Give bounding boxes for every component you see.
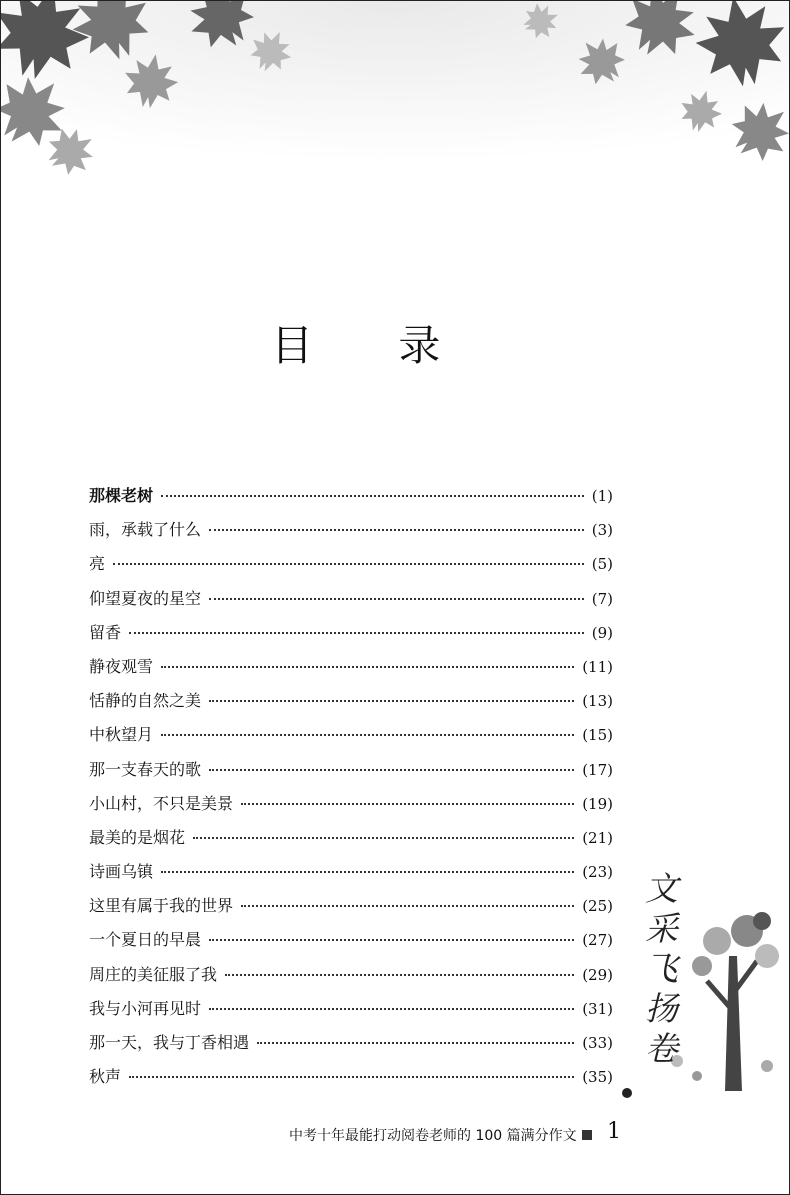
dot-leader	[209, 700, 574, 702]
toc-entry-page: (7)	[591, 589, 613, 608]
toc-entry[interactable]	[89, 1030, 613, 1064]
toc-entry-page: (11)	[582, 657, 613, 676]
toc-entry[interactable]	[89, 859, 613, 893]
toc-entry-page: (19)	[582, 794, 613, 813]
toc-entry-page: (21)	[582, 828, 613, 847]
toc-entry-page: (29)	[582, 965, 613, 984]
toc-entry-title: 小山村，不只是美景	[89, 793, 234, 813]
dot-leader	[209, 598, 584, 600]
footer-square-icon	[582, 1130, 592, 1140]
toc-entry-page: (31)	[582, 999, 613, 1018]
toc-entry[interactable]	[89, 1064, 613, 1098]
toc-entry-title: 那一支春天的歌	[89, 759, 202, 779]
toc-entry[interactable]	[89, 517, 613, 551]
leafy-tree-icon	[617, 861, 790, 1111]
dot-leader	[225, 974, 574, 976]
dot-leader	[241, 803, 574, 805]
toc-entry-title: 诗画乌镇	[89, 862, 154, 882]
toc-entry[interactable]	[89, 825, 613, 859]
dot-leader	[129, 1076, 574, 1078]
toc-entry-page: (9)	[591, 623, 613, 642]
dot-leader	[161, 871, 574, 873]
toc-entry-page: (1)	[591, 487, 613, 505]
toc-entry[interactable]	[89, 654, 613, 688]
toc-entry-page: (17)	[582, 760, 613, 779]
toc-entry-page: (33)	[582, 1034, 613, 1052]
toc-entry[interactable]	[89, 620, 613, 654]
toc-entry-page: (5)	[591, 555, 613, 574]
dot-leader	[209, 529, 584, 531]
calligraphy-title: 文采飞扬卷	[645, 869, 678, 1068]
toc-entry[interactable]	[89, 962, 613, 996]
toc-entry-title: 静夜观雪	[89, 656, 154, 676]
toc-entry[interactable]	[89, 586, 613, 620]
toc-entry-page: (13)	[582, 692, 613, 711]
toc-entry-page: (27)	[582, 931, 613, 950]
toc-entry-page: (15)	[582, 726, 613, 745]
toc-entry-title: 这里有属于我的世界	[89, 896, 234, 916]
toc-entry-page: (25)	[582, 897, 613, 916]
toc-entry[interactable]	[89, 791, 613, 825]
toc-entry[interactable]	[89, 927, 613, 961]
toc-entry-title: 亮	[89, 554, 106, 574]
toc-entry-page: (3)	[591, 521, 613, 540]
toc-entry-page: (23)	[582, 863, 613, 882]
toc-entry[interactable]	[89, 551, 613, 585]
dot-leader	[113, 563, 584, 565]
toc-entry[interactable]	[89, 996, 613, 1030]
toc-entry[interactable]	[89, 722, 613, 756]
page-number: 1	[607, 1119, 621, 1144]
dot-leader	[257, 1042, 574, 1044]
toc-entry-page: (35)	[582, 1068, 613, 1087]
maple-leaves-icon	[1, 1, 790, 201]
toc-entry[interactable]	[89, 893, 613, 927]
dot-leader	[161, 734, 574, 736]
toc-entry-title: 那棵老树	[89, 486, 154, 505]
dot-leader	[193, 837, 574, 839]
footer-book-title: 中考十年最能打动阅卷老师的 100 篇满分作文	[289, 1128, 577, 1144]
toc-entry-title: 雨，承载了什么	[89, 520, 202, 540]
toc-entry-title: 最美的是烟花	[89, 827, 186, 847]
toc-entry-title: 一个夏日的早晨	[89, 930, 202, 950]
toc-entry-title: 仰望夏夜的星空	[89, 588, 202, 608]
toc-entry[interactable]	[89, 483, 613, 517]
toc-entry-title: 那一天，我与丁香相遇	[89, 1033, 250, 1052]
dot-leader	[209, 1008, 574, 1010]
dot-leader	[209, 769, 574, 771]
toc-entry-title: 秋声	[89, 1067, 122, 1087]
toc-entry-title: 留香	[89, 622, 122, 642]
toc-entry-title: 我与小河再见时	[89, 998, 202, 1018]
toc-entry[interactable]	[89, 757, 613, 791]
toc-entry-title: 恬静的自然之美	[89, 691, 202, 711]
table-of-contents	[89, 483, 613, 1098]
dot-leader	[129, 632, 584, 634]
page-title: 目 录	[271, 321, 477, 370]
dot-leader	[161, 495, 584, 497]
toc-entry[interactable]	[89, 688, 613, 722]
dot-leader	[161, 666, 574, 668]
toc-entry-title: 周庄的美征服了我	[89, 964, 218, 984]
dot-leader	[241, 905, 574, 907]
toc-entry-title: 中秋望月	[89, 725, 154, 745]
dot-leader	[209, 939, 574, 941]
